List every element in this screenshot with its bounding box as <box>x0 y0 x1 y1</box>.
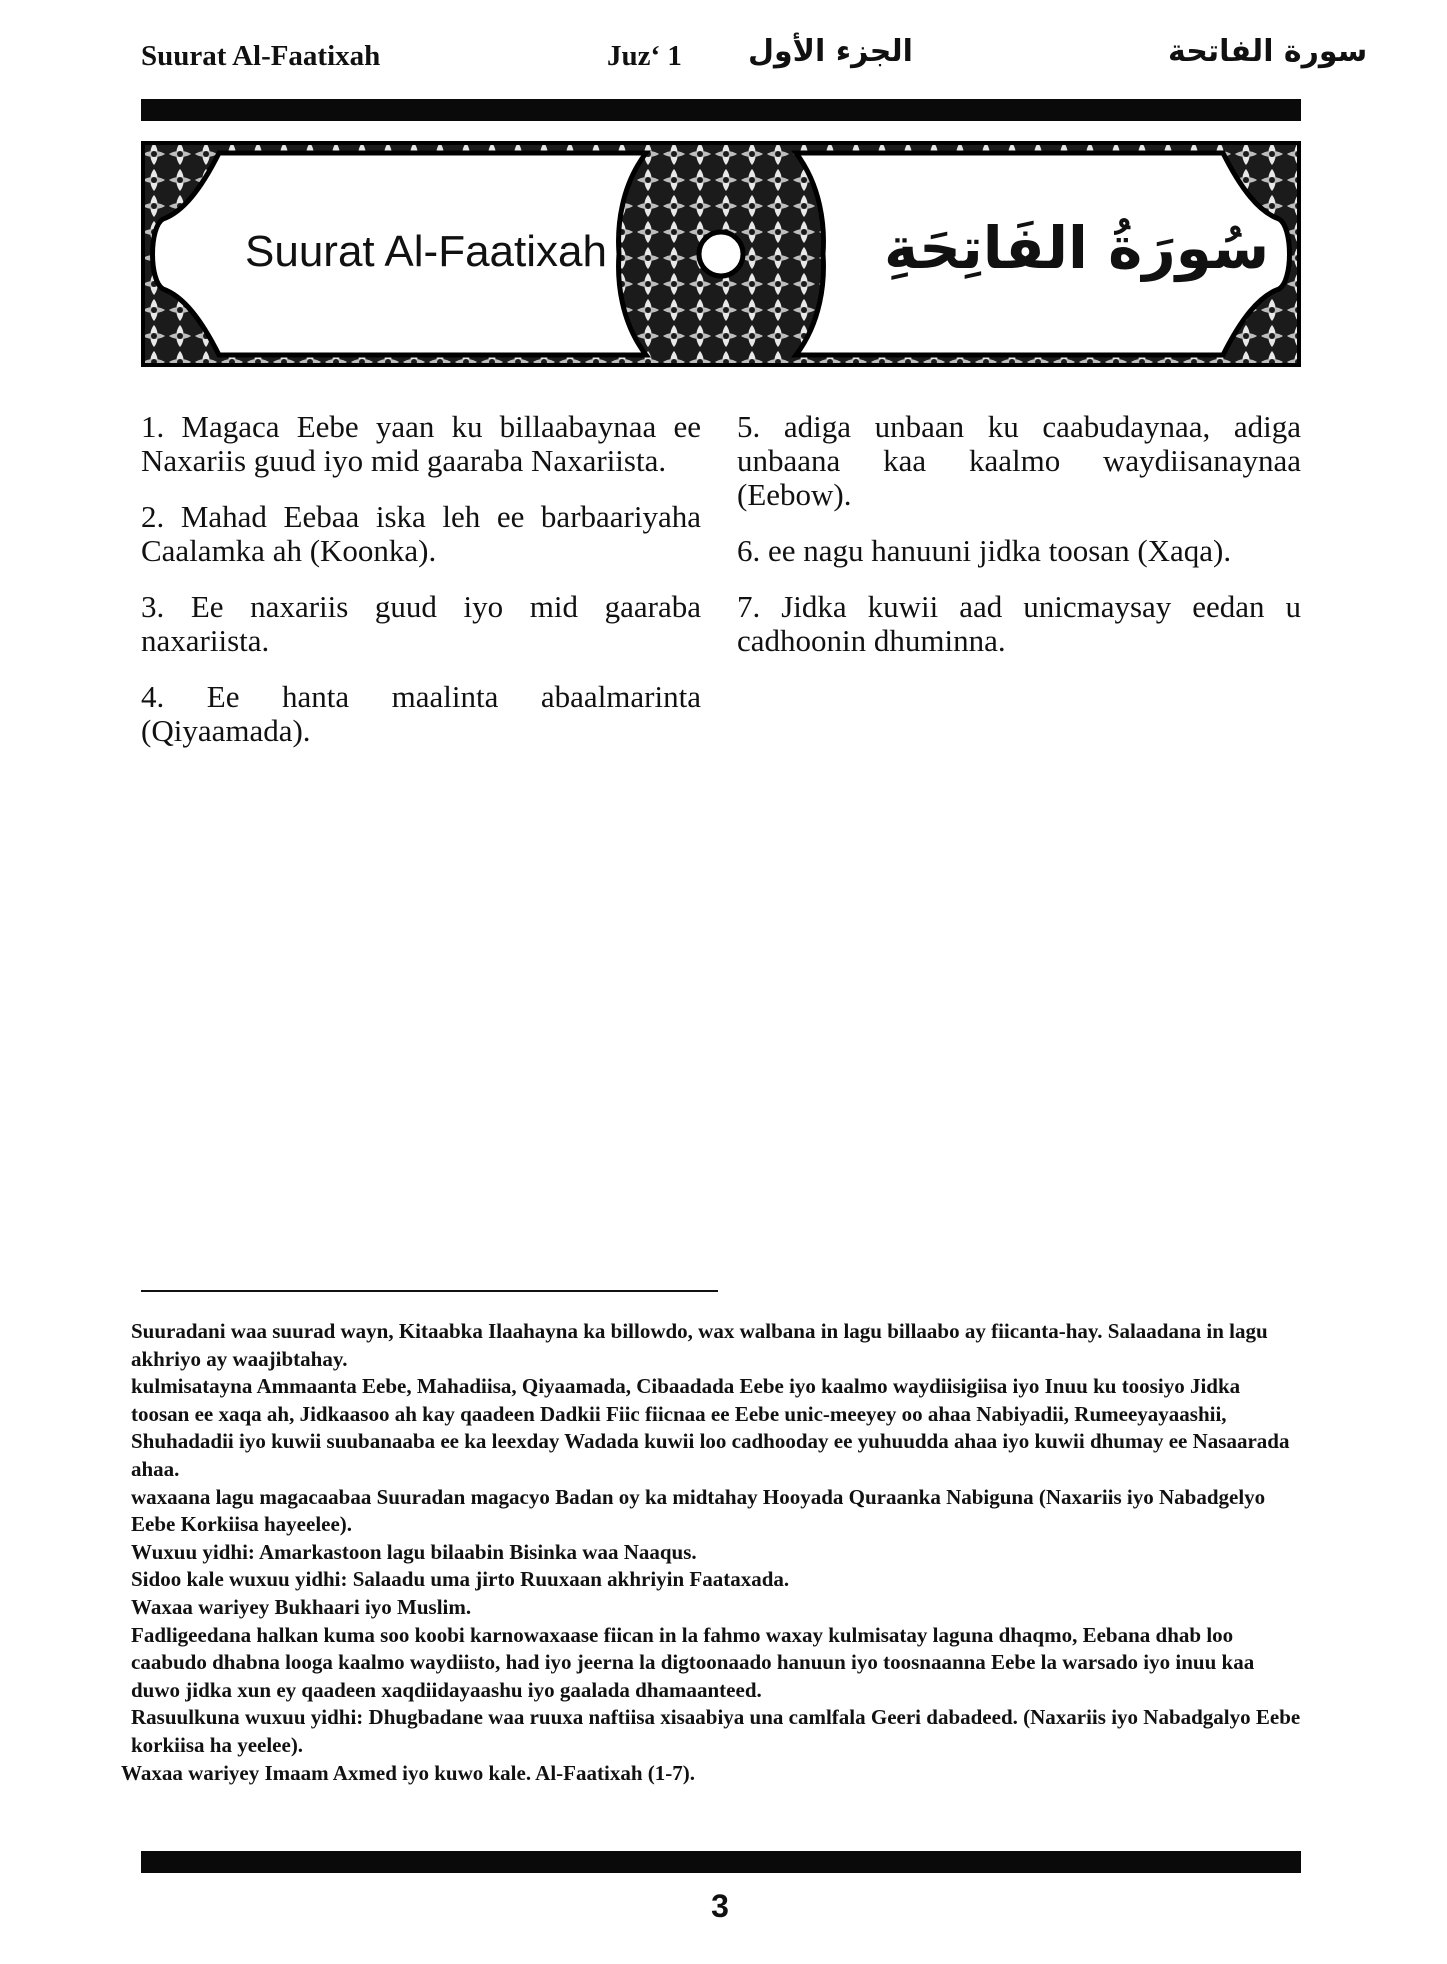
banner-arabic-title: سُورَةُ الفَاتِحَةِ <box>884 214 1270 282</box>
footnote-paragraph: Sidoo kale wuxuu yidhi: Salaadu uma jirto Ruuxaan akhriyin Faataxada. <box>131 1567 790 1592</box>
verses-right-column <box>737 410 1301 680</box>
footnote-paragraph: Suuradani waa suurad wayn, Kitaabka Ilaahayna ka billowdo, wax walbana in lagu billaabo ay fiicanta-hay. Salaadana in lagu akhriyo ay waajibtahay. <box>131 1319 1268 1371</box>
verses-left-column <box>141 410 701 770</box>
footnote-paragraph: Waxaa wariyey Imaam Axmed iyo kuwo kale. Al-Faatixah (1-7). <box>121 1760 695 1785</box>
footnote-paragraph: Rasuulkuna wuxuu yidhi: Dhugbadane waa ruuxa naftiisa xisaabiya una camlfala Geeri dabadeed. (Naxariis iyo Nabadgalyo Eebe korkiisa ha yeelee). <box>131 1705 1301 1757</box>
footnote-separator <box>141 1290 718 1292</box>
running-header-juz-arabic: الجزء الأول <box>748 34 913 69</box>
footnote-paragraph: kulmisatayna Ammaanta Eebe, Mahadiisa, Qiyaamada, Cibaadada Eebe iyo kaalmo waydiisigiisa iyo Inuu ku toosiyo Jidka toosan ee xaqa ah, Jidkaasoo ah kay qaadeen Dadkii Fiic fiicnaa ee Eebe unic-meeyey oo ahaa Nabiyadii, Rumeeyayaashii, Shuhadadii iyo kuwii suubanaaba ee ka leexday Wadada kuwii loo cadhooday ee yuhuudda ahaa iyo kuwii dhumay ee Nasaarada ahaa. <box>131 1374 1290 1481</box>
verse-3: 3. Ee naxariis guud iyo mid gaaraba naxariista. <box>141 589 701 658</box>
footnote <box>121 1318 1301 1787</box>
verse-6: 6. ee nagu hanuuni jidka toosan (Xaqa). <box>737 533 1232 568</box>
verse-7: 7. Jidka kuwii aad unicmaysay eedan u cadhoonin dhuminna. <box>737 589 1301 658</box>
footnote-paragraph: waxaana lagu magacaabaa Suuradan magacyo Badan oy ka midtahay Hooyada Quraanka Nabiguna (Naxariis iyo Nabadgelyo Eebe Korkiisa hayeelee). <box>131 1484 1266 1537</box>
running-header-surah: Suurat Al-Faatixah <box>141 40 381 72</box>
verse-4: 4. Ee hanta maalinta abaalmarinta (Qiyaamada). <box>141 679 701 748</box>
top-rule <box>141 99 1301 121</box>
verse-5: 5. adiga unbaan ku caabudaynaa, adiga unbaana kaa kaalmo waydiisanaynaa (Eebow). <box>737 409 1301 512</box>
center-knot <box>699 232 743 276</box>
footnote-paragraph: Wuxuu yidhi: Amarkastoon lagu bilaabin Bisinka waa Naaqus. <box>131 1539 697 1564</box>
footnote-paragraph: Fadligeedana halkan kuma soo koobi karnowaxaase fiican in la fahmo waxay kulmisatay laguna dhaqmo, Eebana dhab loo caabudo dhabna looga kaalmo waydiisto, had iyo jeerna la digtoonaado hanuun iyo toosnaanna Eebe la warsado iyo inuu kaa duwo jidka xun ey qaadeen xaqdiidayaashu iyo gaalada dhamaanteed. <box>131 1622 1255 1702</box>
footnote-paragraph: Waxaa wariyey Bukhaari iyo Muslim. <box>131 1594 472 1619</box>
running-header-surah-arabic: سورة الفاتحة <box>1168 34 1368 69</box>
bottom-rule <box>141 1851 1301 1873</box>
verse-2: 2. Mahad Eebaa iska leh ee barbaariyaha Caalamka ah (Koonka). <box>141 499 701 568</box>
page-number: 3 <box>711 1888 729 1924</box>
verse-1: 1. Magaca Eebe yaan ku billaabaynaa ee Naxariis guud iyo mid gaaraba Naxariista. <box>141 409 701 478</box>
banner-title: Suurat Al-Faatixah <box>245 227 607 276</box>
running-header-juz: Juz‘ 1 <box>607 40 682 72</box>
